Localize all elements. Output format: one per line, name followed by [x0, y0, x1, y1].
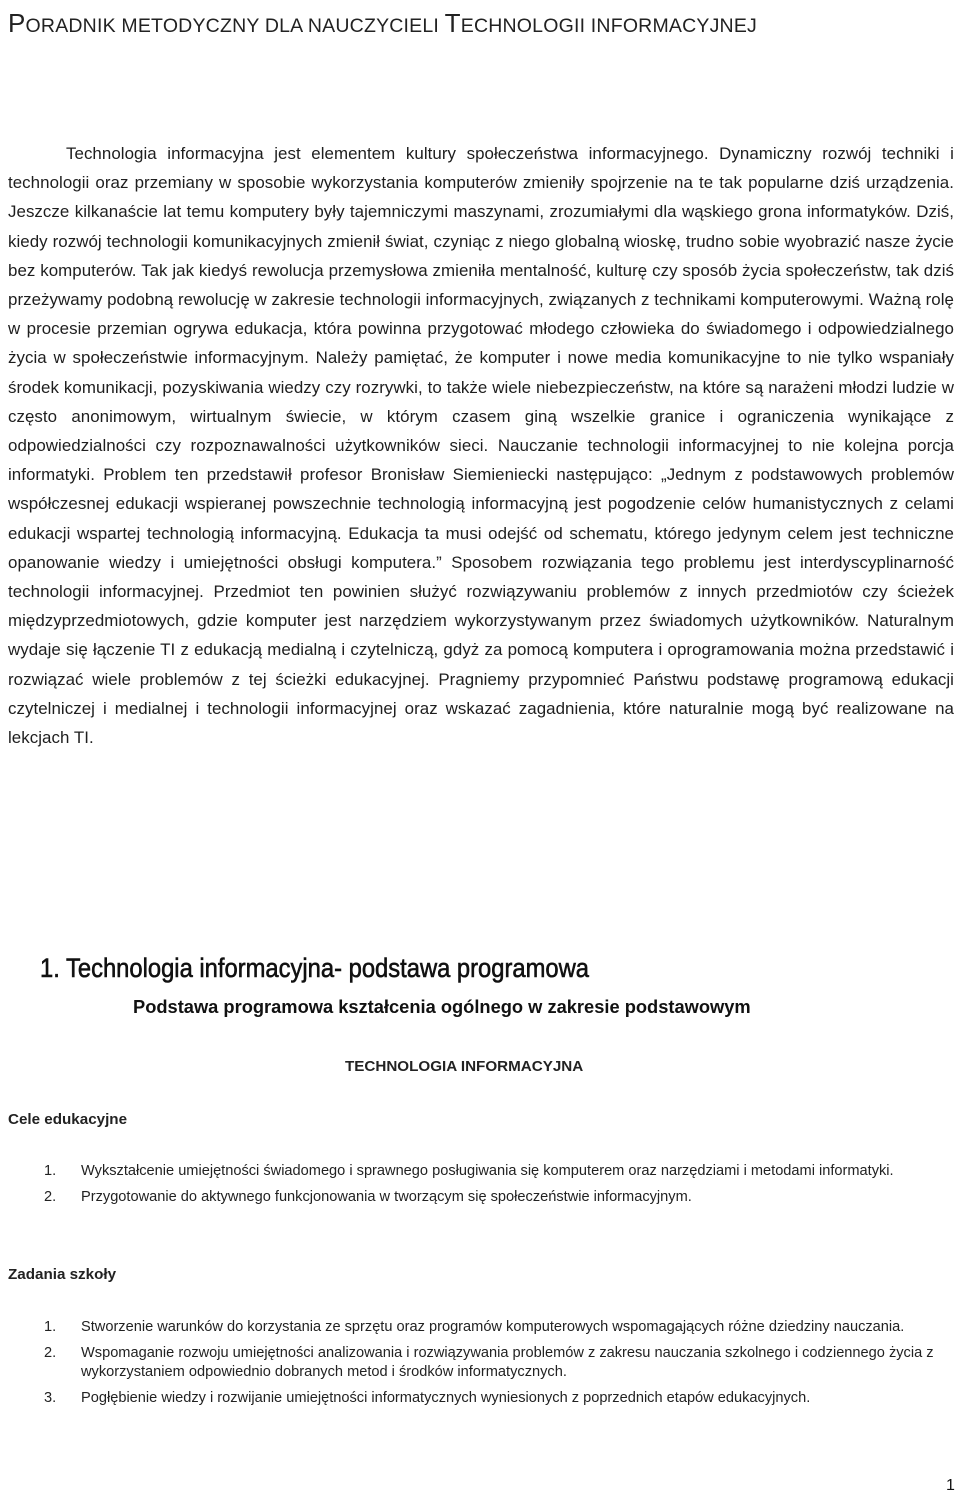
subject-title: TECHNOLOGIA INFORMACYJNA: [345, 1058, 584, 1075]
tasks-list: [44, 1318, 949, 1408]
goals-label: Cele edukacyjne: [8, 1111, 128, 1128]
list-item: [44, 1162, 949, 1182]
list-item-number: 1.: [44, 1163, 57, 1179]
title-capital-letter: T: [444, 8, 461, 38]
title-text: ORADNIK METODYCZNY DLA NAUCZYCIELI: [25, 15, 445, 37]
section-heading: 1. Technologia informacyjna- podstawa programowa: [40, 953, 589, 983]
list-item-number: 2.: [44, 1344, 57, 1361]
intro-paragraph: Technologia informacyjna jest elementem kultury społeczeństwa informacyjnego. Dynamiczny rozwój techniki i technologii oraz przemiany w sposobie wykorzystania komputerów zmieniły spojrzenie na te tak popularne dziś urządzenia. Jeszcze kilkanaście lat temu komputery były tajemniczymi maszynami, zrozumiałymi dla wąskiego grona informatyków. Dziś, kiedy rozwój technologii komunikacyjnych zmienił świat, czyniąc z niego globalną wioskę, trudno sobie wyobrazić nasze życie bez komputerów. Tak jak kiedyś rewolucja przemysłowa zmieniła mentalność, kulturę czy sposób życia społeczeństw, tak dziś przeżywamy podobną rewolucję w zakresie technologii informacyjnych, związanych z technikami komputerowymi. Ważną rolę w procesie przemian ogrywa edukacja, która powinna przygotować młodego człowieka do świadomego i odpowiedzialnego życia w społeczeństwie informacyjnym. Należy pamiętać, że komputer i nowe media komunikacyjne to nie tylko wspaniały środek komunikacji, pozyskiwania wiedzy czy rozrywki, to także wiele niebezpieczeństw, na które są narażeni młodzi ludzie w często anonimowym, wirtualnym świecie, w którym czasem giną wszelkie granice i ograniczenia wynikające z odpowiedzialności czy rozpoznawalności użytkowników sieci. Nauczanie technologii informacyjnej to nie kolejna porcja informatyki. Problem ten przedstawił profesor Bronisław Siemieniecki następująco: „Jednym z podstawowych problemów współczesnej edukacji wspieranej powszechnie technologią informacyjną jest pogodzenie celów humanistycznych z celami edukacji wspartej technologią informacyjną. Edukacja ta musi odejść od schematu, którego jedynym celem jest techniczne opanowanie wiedzy i umiejętności obsługi komputera.” Sposobem rozwiązania tego problemu jest interdyscyplinarność technologii informacyjnej. Przedmiot ten powinien służyć rozwiązywaniu problemów z innych przedmiotów czy ścieżek międzyprzedmiotowych, gdzie komputer jest narzędziem wykorzystywanym przez świadomych użytkowników. Naturalnym wydaje się łączenie TI z edukacją medialną i czytelniczą, gdyż za pomocą komputera i oprogramowania można przedstawić i rozwiązać wiele problemów z tej ścieżki edukacyjnej. Pragniemy przypomnieć Państwu podstawę programową edukacji czytelniczej i medialnej i technologii informacyjnej oraz wskazać zagadnienia, które naturalnie mogą być realizowane na lekcjach TI.: [8, 144, 954, 748]
list-item-text: Pogłębienie wiedzy i rozwijanie umiejętności informatycznych wyniesionych z poprzednich etapów edukacyjnych.: [81, 1389, 811, 1406]
list-item: [44, 1318, 949, 1338]
list-item: [44, 1389, 949, 1409]
list-item-text: Wykształcenie umiejętności świadomego i sprawnego posługiwania się komputerem oraz narzędziami i metodami informatyki.: [81, 1163, 894, 1179]
document-title: [8, 2, 908, 47]
list-item-number: 1.: [44, 1319, 57, 1335]
list-item-text: Przygotowanie do aktywnego funkcjonowania w tworzącym się społeczeństwie informacyjnym.: [81, 1188, 692, 1205]
page-number: 1: [946, 1477, 955, 1494]
list-item-number: 3.: [44, 1389, 57, 1406]
title-capital-letter: P: [8, 8, 26, 38]
list-item-text: Stworzenie warunków do korzystania ze sprzętu oraz programów komputerowych wspomagających różne dziedziny nauczania.: [81, 1319, 905, 1335]
goals-list: [44, 1162, 949, 1207]
list-item-number: 2.: [44, 1188, 57, 1205]
list-item: [44, 1344, 949, 1383]
title-text: ECHNOLOGII INFORMACYJNEJ: [460, 15, 757, 37]
list-item-text: Wspomaganie rozwoju umiejętności analizowania i rozwiązywania problemów z zakresu nauczania szkolnego i codziennego życia z wykorzystaniem odpowiednio dobranych metod i środków informatycznych.: [81, 1344, 934, 1380]
section-subheading: Podstawa programowa kształcenia ogólnego w zakresie podstawowym: [133, 996, 751, 1017]
tasks-label: Zadania szkoły: [8, 1266, 117, 1283]
list-item: [44, 1188, 949, 1208]
